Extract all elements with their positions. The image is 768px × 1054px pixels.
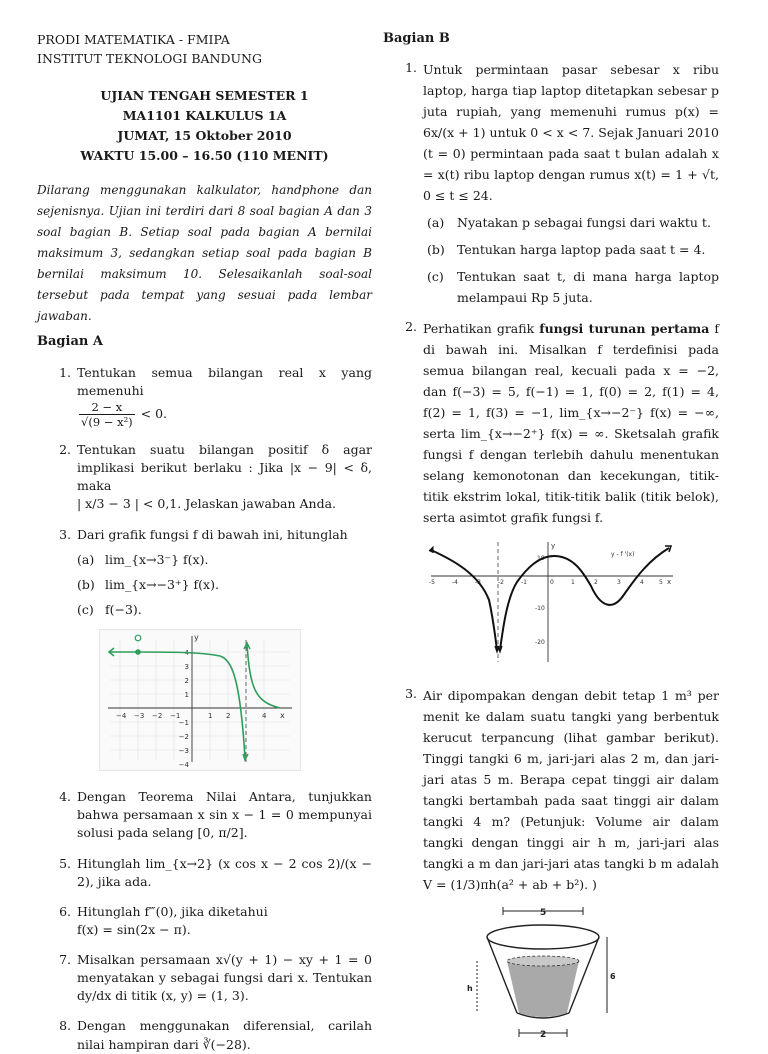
question-a7 (37, 951, 372, 1005)
subquestion-label: (b) (77, 576, 95, 592)
y-tick: -10 (535, 604, 545, 612)
water-surface (507, 956, 579, 966)
question-text: Hitunglah f‴(0), jika diketahui (77, 903, 268, 919)
exam-date: JUMAT, 15 Oktober 2010 (117, 128, 292, 143)
bottom-radius-label: 2 (540, 1029, 547, 1040)
x-tick: 1 (208, 712, 213, 721)
left-column (37, 30, 372, 1054)
subquestion-label: (c) (77, 601, 94, 617)
curve-right-branch (500, 548, 672, 650)
top-radius-label: 5 (540, 907, 547, 918)
question-number: 1. (59, 364, 71, 380)
water-height-label: h (467, 983, 473, 993)
question-text: Dari grafik fungsi f di bawah ini, hitunglah (77, 526, 348, 542)
subquestion-text: Nyatakan p sebagai fungsi dari waktu t. (457, 214, 711, 230)
subquestion-b (77, 576, 372, 594)
question-a3 (37, 526, 372, 620)
graph-legend: y - f '(x) (611, 550, 635, 558)
exam-title-block (37, 86, 372, 166)
exam-time: WAKTU 15.00 – 16.50 (110 MENIT) (80, 148, 329, 163)
x-tick: -5 (429, 578, 435, 586)
derivative-graph-b2 (427, 538, 719, 671)
y-tick: 3 (184, 663, 189, 672)
part-a-title: Bagian A (37, 334, 103, 349)
right-column (383, 30, 719, 1046)
x-tick: 4 (640, 578, 644, 586)
curve-left-branch (431, 550, 497, 650)
question-number: 3. (405, 685, 417, 701)
question-expression: f(x) = sin(2x − π). (77, 921, 191, 937)
graph-svg (99, 629, 301, 771)
question-text-intro: Perhatikan grafik (423, 320, 535, 336)
tank-rim (487, 925, 599, 949)
y-tick: −1 (178, 719, 189, 728)
x-tick-labels (116, 712, 267, 720)
question-number: 1. (405, 59, 417, 75)
graph-svg (427, 538, 677, 666)
exam-instructions: Dilarang menggunakan kalkulator, handphone dan sejenisnya. Ujian ini terdiri dari 8 soal bagian A dan 3 soal bagian B. Setiap soal pada bagian A bernilai maksimum 3, sedangkan setiap soal pada bagian B bernilai maksimum 10. Selesaikanlah soal-soal tersebut pada tempat yang sesuai pada lembar jawaban. (37, 183, 372, 323)
question-text: f di bawah ini. Misalkan f terdefinisi pada semua bilangan real, kecuali pada x = −2, dan f(−3) = 5, f(−1) = 1, f(0) = 2, f(1) = 4, f(2) = 1, f(3) = −1, lim_{x→−2⁻} f(x) = −∞, serta lim_{x→−2⁺} f(x) = ∞. Sketsalah grafik fungsi f dengan terlebih dahulu menentukan selang kemonotonan dan kecekungan, titik-titik ekstrim lokal, titik-titik balik (titik belok), serta asimtot grafik fungsi f. (423, 320, 720, 525)
question-b3 (383, 685, 719, 895)
question-keyword: fungsi turunan pertama (539, 320, 710, 336)
x-tick: -2 (498, 578, 504, 586)
question-text: Tentukan semua bilangan real x yang memenuhi (77, 364, 372, 398)
y-tick: 1 (184, 691, 189, 700)
question-expression: | x/3 − 3 | < 0,1. Jelaskan jawaban Anda. (77, 496, 336, 512)
part-b-title: Bagian B (383, 31, 450, 46)
curve-left-branch (138, 652, 245, 758)
question-text: Air dipompakan dengan debit tetap 1 m³ per menit ke dalam suatu tangki yang berbentuk kerucut terpancung (lihat gambar berikut). Tinggi tangki 6 m, jari-jari alas 2 m, dan jari-jari atas 5 m. Berapa cepat tinggi air dalam tangki bertambah pada saat tinggi air dalam tangki 4 m? (Petunjuk: Volume air dalam tangki dengan tinggi air h m, jari-jari alas tangki a m dan jari-jari atas tangki b m adalah V = (1/3)πh(a² + ab + b²). ) (423, 687, 719, 892)
question-a6 (37, 903, 372, 939)
subquestion-text: Tentukan harga laptop pada saat t = 4. (457, 241, 706, 257)
x-tick: -3 (475, 578, 481, 586)
x-tick: 2 (594, 578, 598, 586)
subquestion-text: lim_{x→−3⁺} f(x). (105, 576, 219, 592)
question-number: 6. (59, 903, 71, 919)
subquestion-label: (b) (427, 241, 445, 257)
question-a4 (37, 788, 372, 842)
subquestion-b (423, 239, 719, 260)
question-text: Tentukan suatu bilangan positif δ agar implikasi berikut berlaku : Jika |x − 9| < δ, maka (77, 442, 372, 494)
subquestion-a (77, 551, 372, 569)
x-axis-label: x (667, 577, 672, 586)
department-name: PRODI MATEMATIKA - FMIPA (37, 32, 230, 47)
question-number: 7. (59, 952, 71, 968)
x-tick: −3 (134, 712, 145, 721)
y-tick-labels (535, 555, 545, 646)
x-tick: 1 (571, 578, 575, 586)
y-tick: −3 (178, 747, 189, 756)
question-number: 5. (59, 855, 71, 871)
question-text: Misalkan persamaan x√(y + 1) − xy + 1 = 0 menyatakan y sebagai fungsi dari x. Tentukan dy/dx di titik (x, y) = (1, 3). (77, 952, 372, 1004)
question-a5 (37, 855, 372, 891)
question-a1 (37, 364, 372, 429)
question-a2 (37, 441, 372, 514)
question-text: Hitunglah lim_{x→2} (x cos x − 2 cos 2)/(x − 2), jika ada. (77, 855, 372, 889)
x-tick: -4 (452, 578, 458, 586)
question-number: 8. (59, 1018, 71, 1034)
question-text: Dengan menggunakan diferensial, carilah nilai hampiran dari ∛(−28). (77, 1018, 372, 1052)
question-number: 4. (59, 789, 71, 805)
subquestion-c (77, 601, 372, 619)
question-a8 (37, 1017, 372, 1053)
x-tick: -1 (521, 578, 527, 586)
x-tick: −1 (170, 712, 181, 721)
y-tick: 4 (184, 649, 189, 658)
curve-right-branch (247, 644, 280, 708)
subquestion-text: f(−3). (105, 601, 142, 617)
x-tick-labels (429, 579, 663, 586)
y-tick-labels (179, 649, 190, 769)
subquestion-label: (a) (427, 214, 445, 230)
question-number: 3. (59, 526, 71, 542)
y-tick: −4 (178, 761, 189, 770)
subquestion-c (423, 266, 719, 308)
y-axis-label: y (194, 633, 199, 643)
subquestion-text: Tentukan saat t, di mana harga laptop melampaui Rp 5 juta. (457, 268, 719, 305)
subquestion-a (423, 212, 719, 233)
y-tick: −2 (178, 733, 189, 742)
question-number: 2. (59, 442, 71, 458)
height-label: 6 (610, 971, 616, 981)
question-b1 (383, 59, 719, 308)
x-tick: −4 (116, 712, 127, 721)
water-fill (507, 961, 579, 1017)
course-code: MA1101 KALKULUS 1A (122, 108, 287, 123)
x-tick: 3 (617, 578, 621, 586)
tank-figure-b3 (463, 901, 719, 1046)
fraction (79, 400, 135, 429)
y-axis-label: y (551, 541, 556, 550)
exam-title: UJIAN TENGAH SEMESTER 1 (100, 88, 309, 103)
x-tick: 4 (262, 712, 267, 721)
tank-svg (463, 901, 623, 1041)
fraction-numerator: 2 − x (79, 400, 135, 415)
y-tick: 2 (184, 677, 189, 686)
x-tick: 5 (659, 578, 663, 586)
institute-name: INSTITUT TEKNOLOGI BANDUNG (37, 51, 262, 66)
x-tick: 0 (550, 578, 554, 586)
open-point (135, 635, 141, 641)
inequality-relation: < 0. (140, 406, 168, 422)
x-tick: 2 (226, 712, 231, 721)
subquestion-text: lim_{x→3⁻} f(x). (105, 551, 209, 567)
x-axis-label: x (280, 711, 285, 721)
y-tick: -20 (535, 638, 545, 646)
subquestion-label: (c) (427, 268, 444, 284)
question-number: 2. (405, 318, 417, 334)
subquestion-label: (a) (77, 551, 95, 567)
fraction-denominator: √(9 − x²) (81, 415, 133, 430)
question-text: Untuk permintaan pasar sebesar x ribu laptop, harga tiap laptop ditetapkan sebesar p juta rupiah, yang memenuhi rumus p(x) = 6x/(x + 1) untuk 0 < x < 7. Sejak Januari 2010 (t = 0) permintaan pada saat t bulan adalah x = x(t) ribu laptop dengan rumus x(t) = 1 + √t, 0 ≤ t ≤ 24. (423, 61, 719, 203)
x-tick: −2 (152, 712, 163, 721)
y-tick: 10 (537, 554, 545, 562)
function-graph-a3 (37, 629, 372, 776)
question-b2 (383, 318, 719, 528)
question-text: Dengan Teorema Nilai Antara, tunjukkan bahwa persamaan x sin x − 1 = 0 mempunyai solusi pada selang [0, π/2]. (77, 789, 372, 841)
